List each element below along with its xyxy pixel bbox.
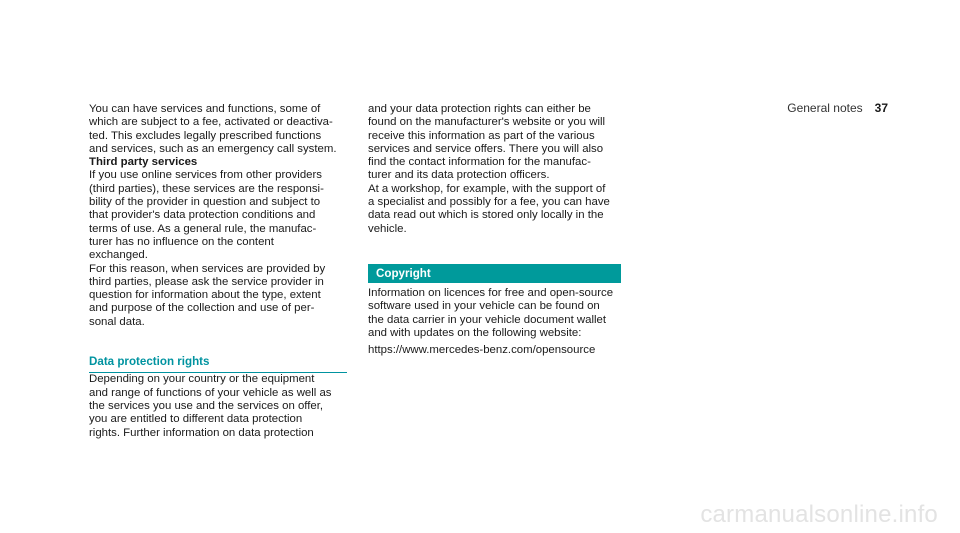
opensource-link[interactable]: https://www.mercedes-benz.com/opensource (368, 344, 596, 357)
page-header (787, 101, 888, 115)
watermark: carmanualsonline.info (700, 501, 938, 528)
copyright-heading: Copyright (368, 264, 621, 283)
third-party-paragraph-1: If you use online services from other providers (third parties), these services are the responsi- bility of the provider in question and subject to that provider's data protection conditions and terms of use. As a general rule, the manufac- turer has no influence on the content exchanged. (89, 169, 324, 262)
third-party-paragraph-2: For this reason, when services are provided by third parties, please ask the service provider in question for information about the type, extent and purpose of the collection and use of per- sonal data. (89, 262, 326, 328)
data-protection-paragraph: Depending on your country or the equipment and range of functions of your vehicle as well as the services you use and the services on offer, you are entitled to different data protection rights. Further information on data protection (89, 373, 332, 439)
workshop-paragraph: At a workshop, for example, with the support of a specialist and possibly for a fee, you can have data read out which is stored only locally in the vehicle. (368, 182, 610, 235)
copyright-section (368, 287, 624, 357)
copyright-paragraph: Information on licences for free and open-source software used in your vehicle can be found on the data carrier in your vehicle document wallet and with updates on the following website: (368, 287, 614, 339)
left-column (89, 103, 354, 440)
data-protection-heading: Data protection rights (89, 355, 347, 373)
third-party-heading: Third party services (89, 156, 198, 169)
intro-paragraph: You can have services and functions, some of which are subject to a fee, activated or deactiva- ted. This excludes legally prescribed functions and services, such as an emergency call system. (89, 103, 337, 155)
section-label: General notes (787, 101, 863, 115)
middle-column (368, 103, 624, 236)
continuation-paragraph: and your data protection rights can either be found on the manufacturer's website or you will receive this information as part of the various services and service offers. There you will also find the contact information for the manufac- turer and its data protection officers. (368, 103, 606, 182)
page-number: 37 (874, 101, 888, 115)
